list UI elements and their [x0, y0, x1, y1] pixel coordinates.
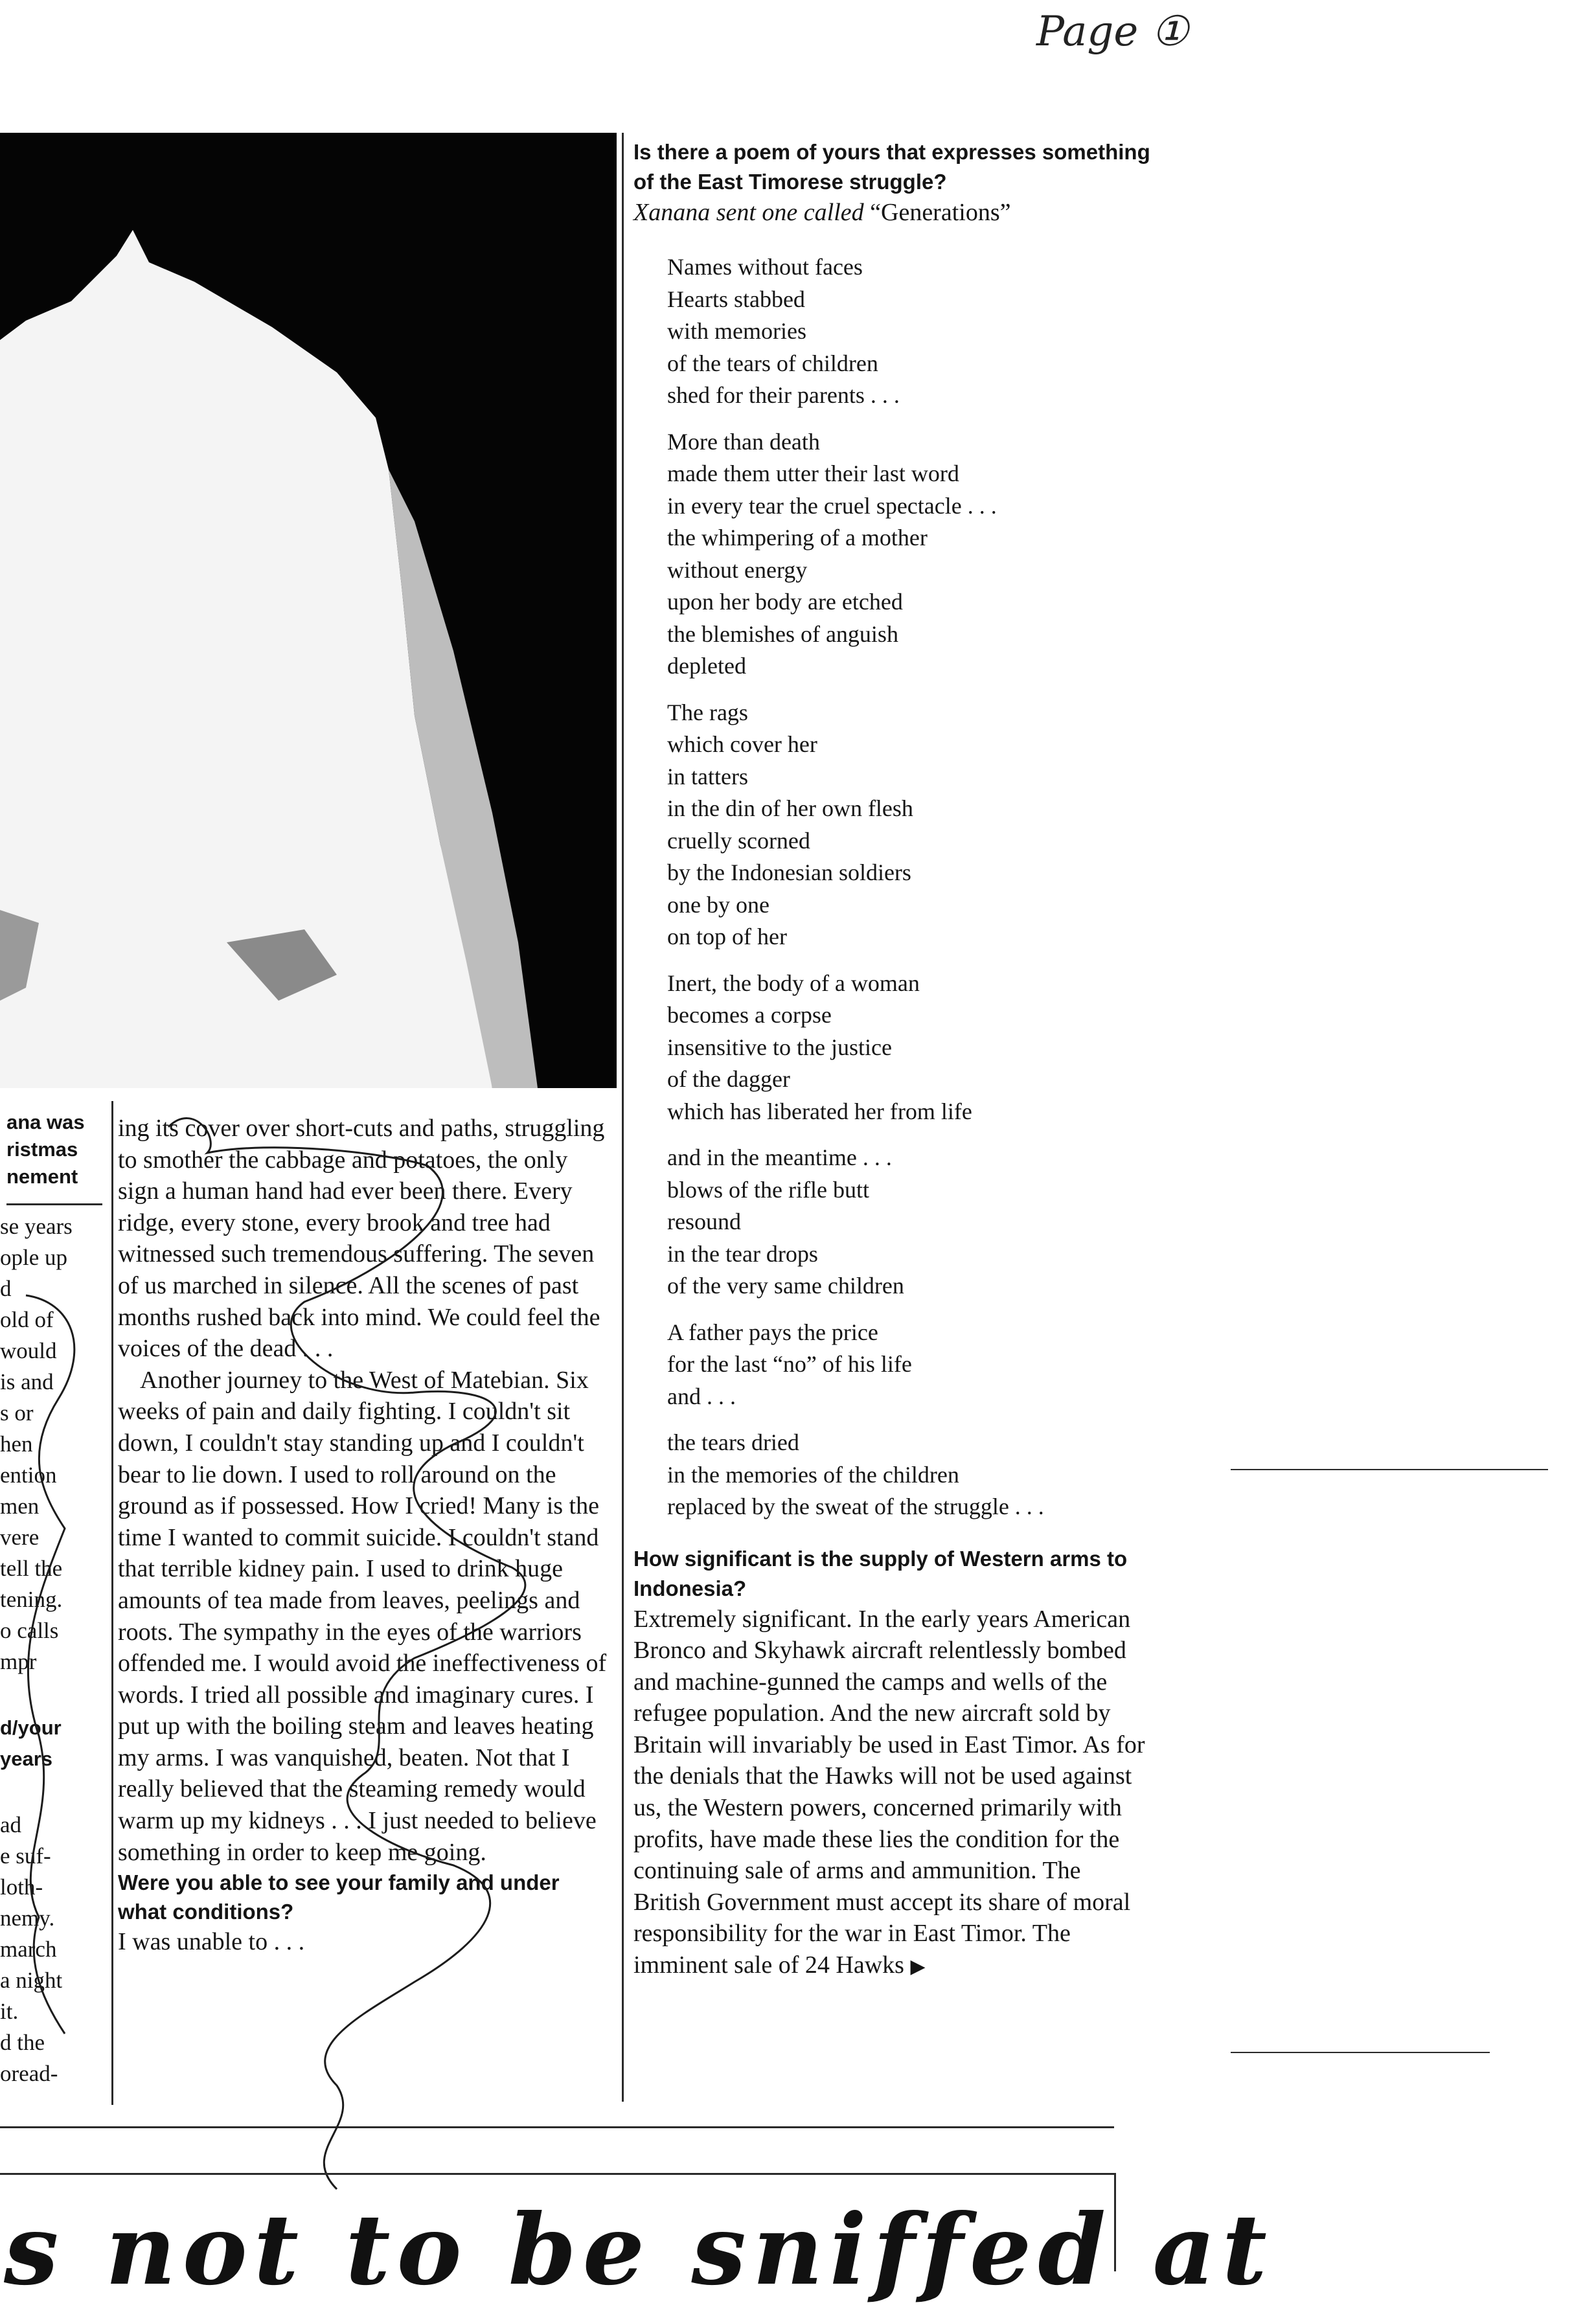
poem-line: and . . . — [667, 1383, 736, 1409]
stub-line: hen — [0, 1431, 33, 1457]
poem-stanza — [667, 1427, 1152, 1523]
poem-stanza — [667, 1142, 1152, 1302]
stub-line: tell the — [0, 1556, 63, 1581]
dark-photo-icon — [0, 133, 617, 1088]
stub-line: ople up — [0, 1245, 68, 1270]
poem — [667, 251, 1152, 1523]
stub-line: e suf- — [0, 1843, 51, 1869]
poem-line: which cover her — [667, 731, 817, 757]
column-rule-right — [622, 133, 624, 2102]
poem-stanza — [667, 968, 1152, 1128]
poem-stanza — [667, 1317, 1152, 1413]
poem-line: upon her body are etched — [667, 589, 903, 615]
poem-stanza — [667, 697, 1152, 953]
continue-arrow-icon: ▶ — [910, 1955, 926, 1979]
stub-line: s or — [0, 1400, 34, 1426]
stub-line: ention — [0, 1462, 57, 1488]
poem-line: becomes a corpse — [667, 1002, 832, 1028]
stub-line: mpr — [0, 1649, 37, 1674]
poem-line: Inert, the body of a woman — [667, 970, 920, 996]
stub-line: d/your — [0, 1716, 62, 1739]
poem-line: without energy — [667, 556, 808, 583]
poem-line: Hearts stabbed — [667, 286, 805, 312]
interview-answer: I was unable to . . . — [118, 1928, 305, 1956]
poem-line: of the tears of children — [667, 350, 878, 376]
poem-line: resound — [667, 1209, 741, 1234]
stub-line: years — [0, 1747, 53, 1770]
body-paragraph: ing its cover over short-cuts and paths, struggling to smother the cabbage and potatoes, the only sign a human hand had ever been there. Every ridge, every stone, every brook and tree had witnessed such tremendous suffering. The seven of us marched in silence. All the scenes of past months rushed back into mind. We could feel the voices of the dead . . . — [118, 1115, 605, 1363]
poem-line: by the Indonesian soldiers — [667, 859, 911, 885]
margin-rule-2 — [1231, 2052, 1490, 2053]
stub-line: a night — [0, 1968, 63, 1993]
stub-line: d the — [0, 2030, 45, 2055]
stub-line: it. — [0, 1999, 19, 2024]
bottom-headline-box — [0, 2173, 1273, 2307]
poem-line: the tears dried — [667, 1429, 799, 1455]
poem-intro-italic: Xanana sent one called — [633, 199, 864, 226]
stub-line: d — [0, 1276, 12, 1301]
interview-answer — [633, 1604, 1152, 1983]
stub-line: old of — [0, 1307, 54, 1332]
body-paragraph: Another journey to the West of Matebian. Six weeks of pain and daily fighting. I couldn't sit down, I couldn't stay standing up and I couldn't bear to lie down. I used to roll around on the ground as if possessed. How I cried! Many is the time I wanted to commit suicide. I couldn't stand that terrible kidney pain. I used to drink huge amounts of tea made from leaves, peelings and roots. The sympathy in the eyes of the warriors offended me. I would avoid the ineffectiveness of words. I tried all possible and imaginary cures. I put up with the boiling steam and leaves heating my arms. I was vanquished, beaten. Not that I really believed that the steaming remedy would warm up my kidneys . . . I just needed to believe something in order to keep me going. — [118, 1366, 607, 1866]
stub-line: o calls — [0, 1618, 59, 1643]
stub-line: oread- — [0, 2061, 58, 2086]
poem-line: and in the meantime . . . — [667, 1144, 892, 1170]
stub-caption — [6, 1109, 104, 1190]
poem-line: for the last “no” of his life — [667, 1351, 912, 1377]
poem-intro — [633, 197, 1152, 228]
poem-line: Names without faces — [667, 254, 863, 280]
middle-column — [118, 1113, 610, 1958]
poem-line: in every tear the cruel spectacle . . . — [667, 492, 997, 519]
poem-line: A father pays the price — [667, 1319, 878, 1345]
stub-caption-line: ana was — [6, 1111, 85, 1133]
poem-line: More than death — [667, 428, 820, 455]
poem-line: with memories — [667, 318, 806, 344]
bottom-rule — [0, 2126, 1114, 2128]
poem-line: in the memories of the children — [667, 1461, 959, 1488]
poem-line: one by one — [667, 891, 770, 918]
stub-line: is and — [0, 1369, 54, 1394]
poem-line: in the tear drops — [667, 1240, 818, 1267]
poem-line: insensitive to the justice — [667, 1034, 892, 1060]
stub-line: loth- — [0, 1874, 43, 1900]
interview-question: How significant is the supply of Western arms to Indonesia? — [633, 1546, 1128, 1600]
column-rule-left — [111, 1101, 113, 2105]
poem-line: on top of her — [667, 924, 787, 949]
poem-line: in tatters — [667, 763, 748, 790]
poem-line: The rags — [667, 699, 748, 725]
poem-line: blows of the rifle butt — [667, 1176, 869, 1203]
poem-line: of the dagger — [667, 1066, 790, 1092]
poem-line: of the very same children — [667, 1273, 904, 1299]
poem-line: which has liberated her from life — [667, 1098, 972, 1124]
handwritten-page-note: Page ① — [1036, 8, 1189, 56]
poem-line: cruelly scorned — [667, 827, 810, 854]
poem-line: made them utter their last word — [667, 460, 959, 486]
interview-question: Is there a poem of yours that expresses something of the East Timorese struggle? — [633, 140, 1150, 194]
bottom-headline: s not to be sniffed at — [4, 2193, 1273, 2307]
photograph — [0, 133, 617, 1088]
poem-stanza — [667, 426, 1152, 683]
poem-line: replaced by the sweat of the struggle . . . — [667, 1494, 1044, 1519]
right-column — [633, 137, 1152, 1983]
stub-line: se years — [0, 1214, 73, 1239]
poem-line: depleted — [667, 653, 746, 679]
stub-line: vere — [0, 1525, 40, 1550]
stub-line: march — [0, 1937, 57, 1962]
stub-line: nemy. — [0, 1905, 55, 1931]
poem-title: “Generations” — [870, 199, 1011, 226]
stub-line: men — [0, 1494, 40, 1519]
interview-question: Were you able to see your family and under what conditions? — [118, 1870, 560, 1924]
poem-line: shed for their parents . . . — [667, 382, 900, 408]
margin-rule-1 — [1231, 1469, 1548, 1470]
answer-text: Extremely significant. In the early years American Bronco and Skyhawk aircraft relentlessly bombed and machine-gunned the camps and wells of the refugee population. And the new aircraft sold by Britain will invariably be used in East Timor. As for the denials that the Hawks will not be used against us, the Western powers, concerned primarily with profits, have made these lies the condition for the continuing sale of arms and ammunition. The British Government must accept its share of moral responsibility for the war in East Timor. The imminent sale of 24 Hawks — [633, 1605, 1145, 1979]
stub-caption-line: ristmas — [6, 1138, 78, 1161]
stub-line: tening. — [0, 1587, 63, 1612]
poem-line: the whimpering of a mother — [667, 525, 928, 551]
stub-line: ad — [0, 1812, 22, 1837]
poem-line: in the din of her own flesh — [667, 795, 913, 821]
stub-caption-line: nement — [6, 1165, 78, 1188]
poem-stanza — [667, 251, 1152, 412]
stub-rule — [6, 1203, 102, 1205]
stub-line: would — [0, 1338, 57, 1363]
poem-line: the blemishes of anguish — [667, 620, 898, 647]
